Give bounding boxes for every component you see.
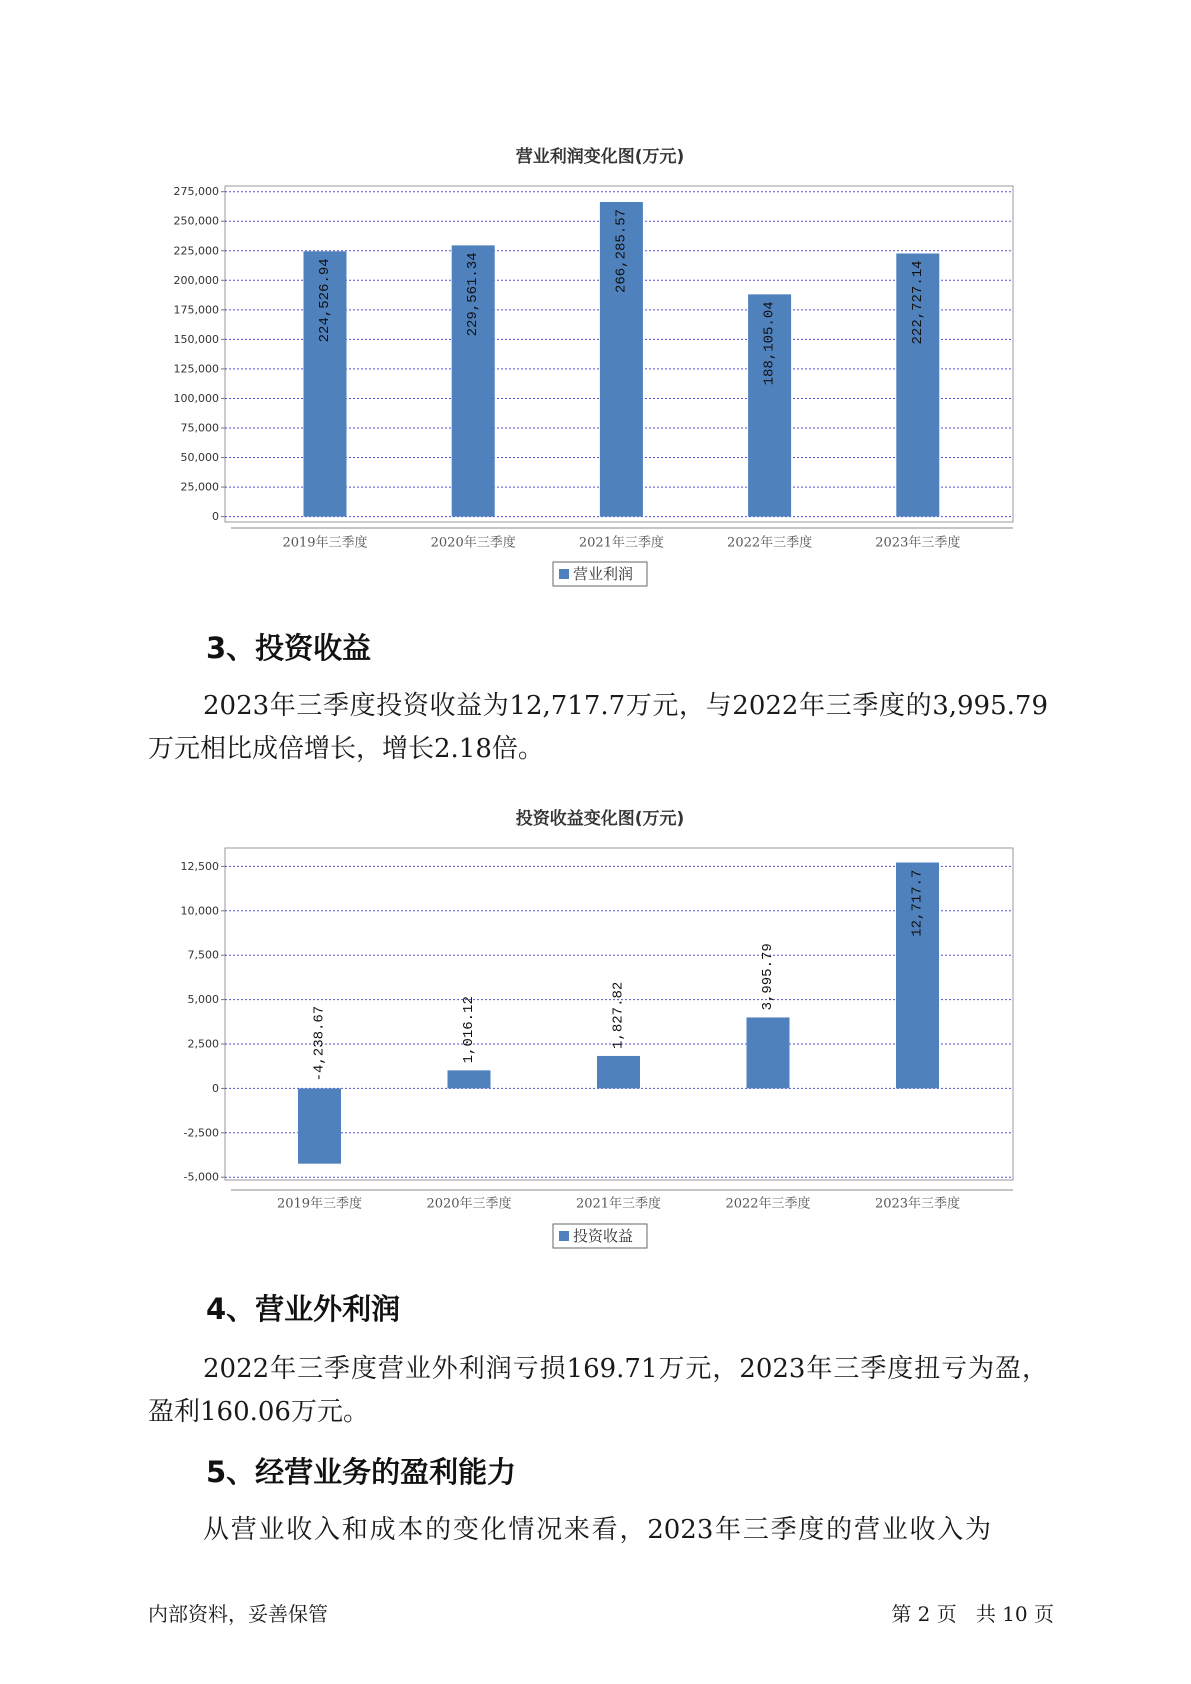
bar bbox=[597, 1056, 640, 1088]
y-tick-label: 200,000 bbox=[173, 273, 219, 287]
investment-income-chart bbox=[0, 800, 1191, 1260]
x-tick-label: 2023年三季度 bbox=[874, 1196, 961, 1212]
legend-label: 营业利润 bbox=[573, 565, 634, 583]
data-label: 1,016.12 bbox=[461, 996, 477, 1064]
chart-content bbox=[181, 808, 1014, 1248]
legend-swatch bbox=[559, 569, 569, 579]
data-label: 3,995.79 bbox=[760, 943, 776, 1011]
paragraph-line: 2023年三季度投资收益为12,717.7万元，与2022年三季度的3,995.79 bbox=[203, 691, 1048, 721]
y-tick-label: 150,000 bbox=[173, 332, 219, 346]
y-tick-label: 100,000 bbox=[173, 391, 219, 405]
x-tick-label: 2021年三季度 bbox=[575, 1196, 662, 1212]
x-tick-label: 2021年三季度 bbox=[578, 535, 664, 551]
y-tick-label: 25,000 bbox=[180, 480, 219, 494]
section-heading-profitability: 5、经营业务的盈利能力 bbox=[206, 1455, 517, 1489]
section-heading-non-operating-profit: 4、营业外利润 bbox=[206, 1292, 401, 1326]
data-label: 224,526.94 bbox=[317, 258, 333, 343]
data-label: 266,285.57 bbox=[613, 208, 630, 294]
y-tick-label: 7,500 bbox=[187, 948, 219, 962]
chart-legend bbox=[553, 1224, 647, 1248]
section-heading-investment-income: 3、投资收益 bbox=[206, 631, 372, 665]
data-label: 229,561.34 bbox=[465, 252, 482, 337]
data-label: 188,105.04 bbox=[761, 301, 778, 386]
y-tick-label: 2,500 bbox=[187, 1037, 219, 1051]
x-tick-label: 2019年三季度 bbox=[276, 1196, 363, 1212]
y-tick-label: 10,000 bbox=[180, 904, 219, 918]
y-tick-label: 250,000 bbox=[173, 214, 219, 228]
operating-profit-chart bbox=[0, 140, 1191, 600]
data-label: 222,727.14 bbox=[909, 260, 926, 345]
x-tick-label: 2022年三季度 bbox=[725, 1196, 811, 1212]
paragraph-line: 从营业收入和成本的变化情况来看，2023年三季度的营业收入为 bbox=[203, 1515, 991, 1545]
paragraph-line: 2022年三季度营业外利润亏损169.71万元，2023年三季度扭亏为盈， bbox=[203, 1354, 1048, 1384]
y-tick-label: -2,500 bbox=[183, 1126, 219, 1140]
data-label: 12,717.7 bbox=[909, 869, 926, 937]
chart-content bbox=[174, 146, 1014, 586]
y-tick-label: 0 bbox=[212, 1081, 219, 1095]
y-tick-label: 175,000 bbox=[173, 303, 219, 317]
x-tick-label: 2023年三季度 bbox=[875, 535, 961, 551]
chart-title: 营业利润变化图(万元) bbox=[515, 147, 685, 167]
legend-swatch bbox=[559, 1231, 569, 1241]
bar bbox=[298, 1088, 341, 1163]
bar bbox=[448, 1070, 491, 1088]
x-tick-label: 2022年三季度 bbox=[727, 535, 813, 551]
chart-legend bbox=[553, 562, 647, 586]
x-tick-label: 2020年三季度 bbox=[430, 535, 516, 551]
y-tick-label: -5,000 bbox=[183, 1170, 219, 1184]
legend-label: 投资收益 bbox=[573, 1227, 634, 1245]
y-tick-label: 75,000 bbox=[180, 421, 219, 435]
y-tick-label: 275,000 bbox=[173, 185, 219, 199]
bar bbox=[747, 1017, 790, 1088]
y-tick-label: 5,000 bbox=[187, 993, 219, 1007]
chart-title: 投资收益变化图(万元) bbox=[515, 809, 685, 829]
x-tick-label: 2020年三季度 bbox=[426, 1196, 512, 1212]
y-tick-label: 0 bbox=[212, 510, 219, 524]
y-tick-label: 125,000 bbox=[173, 362, 219, 376]
footer-page-number: 第 2 页 共 10 页 bbox=[891, 1602, 1054, 1626]
y-tick-label: 12,500 bbox=[180, 859, 219, 873]
footer-confidential-note: 内部资料，妥善保管 bbox=[148, 1602, 328, 1626]
data-label: 1,827.82 bbox=[610, 981, 627, 1049]
paragraph-line: 盈利160.06万元。 bbox=[148, 1397, 369, 1427]
y-tick-label: 50,000 bbox=[180, 451, 219, 465]
y-tick-label: 225,000 bbox=[173, 244, 219, 258]
x-tick-label: 2019年三季度 bbox=[282, 535, 368, 551]
paragraph-line: 万元相比成倍增长，增长2.18倍。 bbox=[148, 734, 544, 764]
data-label: -4,238.67 bbox=[311, 1005, 328, 1082]
